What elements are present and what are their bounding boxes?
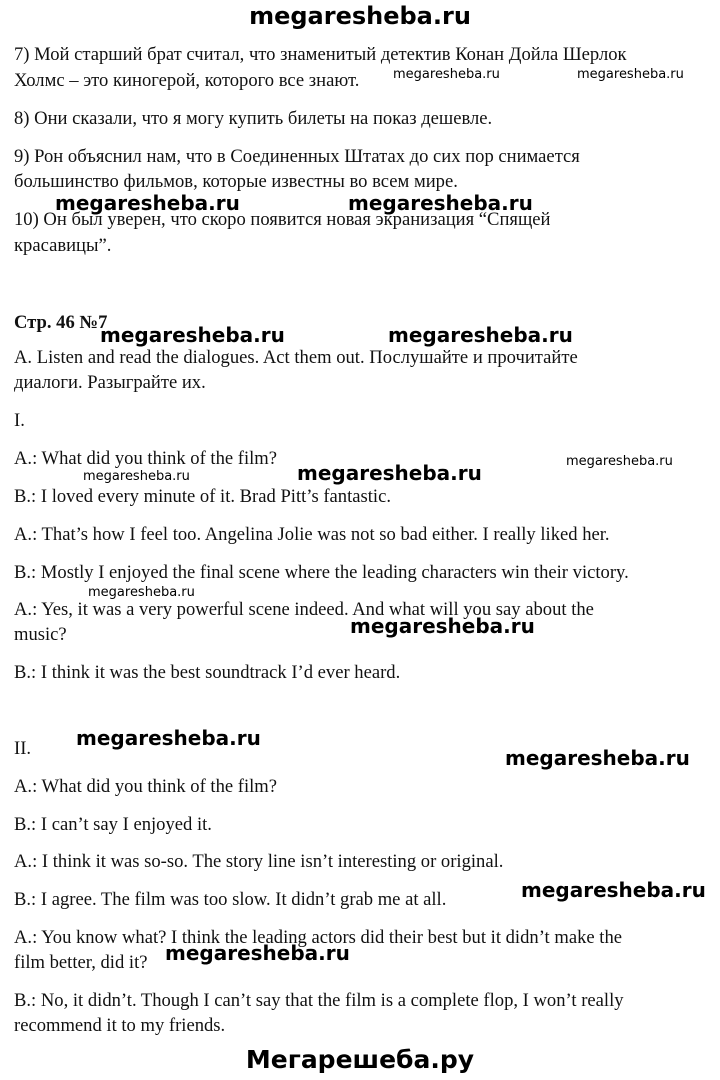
dialogue-line: A.: You know what? I think the leading actors did their best but it didn’t make the [14,927,622,948]
site-footer: Мегарешеба.ру [245,1045,475,1074]
watermark: megaresheba.ru [521,878,706,902]
watermark: megaresheba.ru [83,469,190,484]
watermark: megaresheba.ru [297,461,482,485]
watermark: megaresheba.ru [350,614,535,638]
dialogue-line: music? [14,624,67,645]
watermark: megaresheba.ru [100,323,285,347]
text-line: 7) Мой старший брат считал, что знаменитый детектив Конан Дойла Шерлок [14,44,627,65]
watermark: megaresheba.ru [88,585,195,600]
watermark: megaresheba.ru [505,746,690,770]
watermark: megaresheba.ru [393,67,500,82]
text-line: Холмс – это киногерой, которого все знают. [14,70,360,91]
watermark: megaresheba.ru [76,726,261,750]
watermark: megaresheba.ru [566,454,673,469]
site-header: megaresheba.ru [249,2,471,30]
watermark: megaresheba.ru [348,191,533,215]
dialogue-line: A.: Yes, it was a very powerful scene indeed. And what will you say about the [14,599,594,620]
text-line: 8) Они сказали, что я могу купить билеты на показ дешевле. [14,108,493,129]
dialogue-line: A.: I think it was so-so. The story line isn’t interesting or original. [14,851,504,872]
dialogue-line: B.: I can’t say I enjoyed it. [14,814,212,835]
text-line: красавицы”. [14,235,112,256]
dialogue-line: A.: What did you think of the film? [14,776,278,797]
dialogue-line: recommend it to my friends. [14,1015,226,1036]
dialogue-number: I. [14,410,25,431]
dialogue-line: B.: Mostly I enjoyed the final scene where the leading characters win their victory. [14,562,629,583]
watermark: megaresheba.ru [577,67,684,82]
dialogue-line: film better, did it? [14,952,148,973]
text-line: A. Listen and read the dialogues. Act them out. Послушайте и прочитайте [14,347,578,368]
dialogue-line: B.: I agree. The film was too slow. It didn’t grab me at all. [14,889,447,910]
watermark: megaresheba.ru [55,191,240,215]
dialogue-line: B.: No, it didn’t. Though I can’t say that the film is a complete flop, I won’t really [14,990,624,1011]
text-line: диалоги. Разыграйте их. [14,372,206,393]
text-line: 10) Он был уверен, что скоро появится новая экранизация “Спящей [14,209,551,230]
text-line: большинство фильмов, которые известны во всем мире. [14,171,458,192]
watermark: megaresheba.ru [165,941,350,965]
text-line: 9) Рон объяснил нам, что в Соединенных Штатах до сих пор снимается [14,146,580,167]
section-heading: Стр. 46 №7 [14,312,108,333]
watermark: megaresheba.ru [388,323,573,347]
dialogue-line: A.: That’s how I feel too. Angelina Jolie was not so bad either. I really liked her. [14,524,610,545]
dialogue-line: A.: What did you think of the film? [14,448,278,469]
dialogue-line: B.: I loved every minute of it. Brad Pitt’s fantastic. [14,486,391,507]
dialogue-number: II. [14,738,32,759]
dialogue-line: B.: I think it was the best soundtrack I’d ever heard. [14,662,401,683]
